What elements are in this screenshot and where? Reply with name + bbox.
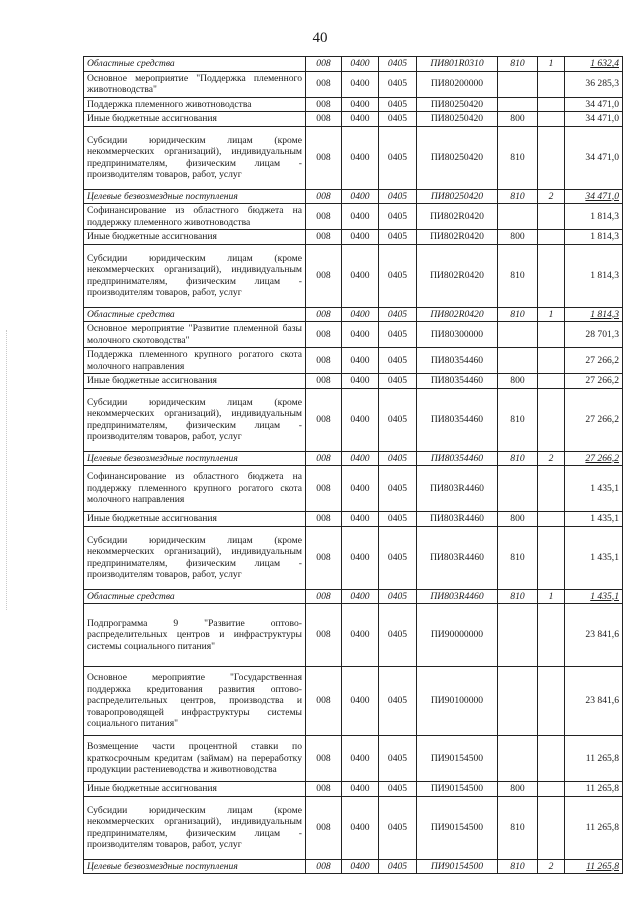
funding-source-code <box>538 244 565 307</box>
section-code: 0400 <box>342 71 379 97</box>
section-code: 0400 <box>342 466 379 512</box>
section-code: 0400 <box>342 604 379 667</box>
row-name: Субсидии юридическим лицам (кроме некоммерческих организаций), индивидуальным предпринимателям, физическим лицам - производителям товаров, работ, услуг <box>84 126 306 189</box>
admin-code: 008 <box>306 126 342 189</box>
section-code: 0400 <box>342 230 379 245</box>
row-name: Софинансирование из областного бюджета на поддержку племенного крупного рогатого скота молочного направления <box>84 466 306 512</box>
admin-code: 008 <box>306 307 342 322</box>
expense-type-code <box>498 667 538 736</box>
expense-type-code: 810 <box>498 589 538 604</box>
section-code: 0400 <box>342 307 379 322</box>
target-article-code: ПИ80250420 <box>417 126 498 189</box>
subsection-code: 0405 <box>379 782 417 797</box>
expense-type-code: 800 <box>498 112 538 127</box>
expense-type-code: 810 <box>498 189 538 204</box>
row-name: Субсидии юридическим лицам (кроме некоммерческих организаций), индивидуальным предпринимателям, физическим лицам - производителям товаров, работ, услуг <box>84 244 306 307</box>
section-code: 0400 <box>342 388 379 451</box>
target-article-code: ПИ80250420 <box>417 112 498 127</box>
subsection-code: 0405 <box>379 512 417 527</box>
row-name: Иные бюджетные ассигнования <box>84 230 306 245</box>
expense-type-code <box>498 736 538 782</box>
section-code: 0400 <box>342 736 379 782</box>
target-article-code: ПИ80250420 <box>417 189 498 204</box>
target-article-code: ПИ90154500 <box>417 796 498 859</box>
amount: 34 471,0 <box>565 126 623 189</box>
funding-source-code <box>538 782 565 797</box>
section-code: 0400 <box>342 667 379 736</box>
admin-code: 008 <box>306 71 342 97</box>
admin-code: 008 <box>306 512 342 527</box>
amount: 27 266,2 <box>565 451 623 466</box>
target-article-code: ПИ802R0420 <box>417 244 498 307</box>
expense-type-code: 810 <box>498 307 538 322</box>
table-row <box>84 782 623 797</box>
expense-type-code: 800 <box>498 512 538 527</box>
section-code: 0400 <box>342 374 379 389</box>
subsection-code: 0405 <box>379 126 417 189</box>
funding-source-code <box>538 526 565 589</box>
admin-code: 008 <box>306 204 342 230</box>
subsection-code: 0405 <box>379 97 417 112</box>
subsection-code: 0405 <box>379 388 417 451</box>
funding-source-code <box>538 388 565 451</box>
amount: 1 632,4 <box>565 57 623 72</box>
amount: 28 701,3 <box>565 322 623 348</box>
budget-table <box>83 56 623 874</box>
target-article-code: ПИ90154500 <box>417 859 498 874</box>
section-code: 0400 <box>342 57 379 72</box>
funding-source-code <box>538 204 565 230</box>
target-article-code: ПИ801R0310 <box>417 57 498 72</box>
section-code: 0400 <box>342 589 379 604</box>
subsection-code: 0405 <box>379 57 417 72</box>
amount: 1 435,1 <box>565 512 623 527</box>
expense-type-code <box>498 322 538 348</box>
row-name: Иные бюджетные ассигнования <box>84 112 306 127</box>
funding-source-code: 2 <box>538 859 565 874</box>
table-row <box>84 512 623 527</box>
admin-code: 008 <box>306 782 342 797</box>
table-row <box>84 589 623 604</box>
expense-type-code: 810 <box>498 451 538 466</box>
funding-source-code <box>538 512 565 527</box>
target-article-code: ПИ803R4460 <box>417 512 498 527</box>
row-name: Областные средства <box>84 589 306 604</box>
table-row <box>84 348 623 374</box>
target-article-code: ПИ803R4460 <box>417 589 498 604</box>
row-name: Поддержка племенного животноводства <box>84 97 306 112</box>
section-code: 0400 <box>342 97 379 112</box>
funding-source-code <box>538 322 565 348</box>
row-name: Областные средства <box>84 57 306 72</box>
subsection-code: 0405 <box>379 466 417 512</box>
section-code: 0400 <box>342 451 379 466</box>
admin-code: 008 <box>306 589 342 604</box>
table-row <box>84 374 623 389</box>
row-name: Целевые безвозмездные поступления <box>84 859 306 874</box>
amount: 11 265,8 <box>565 736 623 782</box>
funding-source-code: 2 <box>538 189 565 204</box>
funding-source-code <box>538 126 565 189</box>
subsection-code: 0405 <box>379 204 417 230</box>
amount: 27 266,2 <box>565 348 623 374</box>
expense-type-code: 810 <box>498 126 538 189</box>
row-name: Областные средства <box>84 307 306 322</box>
section-code: 0400 <box>342 512 379 527</box>
funding-source-code <box>538 374 565 389</box>
subsection-code: 0405 <box>379 71 417 97</box>
subsection-code: 0405 <box>379 589 417 604</box>
table-row <box>84 667 623 736</box>
subsection-code: 0405 <box>379 112 417 127</box>
funding-source-code <box>538 112 565 127</box>
admin-code: 008 <box>306 604 342 667</box>
funding-source-code <box>538 796 565 859</box>
amount: 1 435,1 <box>565 466 623 512</box>
admin-code: 008 <box>306 97 342 112</box>
subsection-code: 0405 <box>379 526 417 589</box>
admin-code: 008 <box>306 112 342 127</box>
admin-code: 008 <box>306 451 342 466</box>
section-code: 0400 <box>342 204 379 230</box>
table-row <box>84 526 623 589</box>
amount: 23 841,6 <box>565 667 623 736</box>
funding-source-code <box>538 71 565 97</box>
admin-code: 008 <box>306 244 342 307</box>
expense-type-code: 800 <box>498 782 538 797</box>
section-code: 0400 <box>342 322 379 348</box>
page-number: 40 <box>312 30 328 46</box>
admin-code: 008 <box>306 736 342 782</box>
amount: 1 814,3 <box>565 244 623 307</box>
target-article-code: ПИ80200000 <box>417 71 498 97</box>
row-name: Субсидии юридическим лицам (кроме некоммерческих организаций), индивидуальным предпринимателям, физическим лицам - производителям товаров, работ, услуг <box>84 796 306 859</box>
subsection-code: 0405 <box>379 348 417 374</box>
admin-code: 008 <box>306 374 342 389</box>
target-article-code: ПИ802R0420 <box>417 307 498 322</box>
table-row <box>84 57 623 72</box>
target-article-code: ПИ802R0420 <box>417 230 498 245</box>
table-row <box>84 244 623 307</box>
admin-code: 008 <box>306 322 342 348</box>
admin-code: 008 <box>306 57 342 72</box>
amount: 11 265,8 <box>565 782 623 797</box>
section-code: 0400 <box>342 859 379 874</box>
amount: 11 265,8 <box>565 796 623 859</box>
table-row <box>84 604 623 667</box>
expense-type-code: 800 <box>498 374 538 389</box>
table-row <box>84 451 623 466</box>
table-row <box>84 859 623 874</box>
row-name: Поддержка племенного крупного рогатого скота молочного направления <box>84 348 306 374</box>
subsection-code: 0405 <box>379 451 417 466</box>
expense-type-code <box>498 71 538 97</box>
table-row <box>84 126 623 189</box>
admin-code: 008 <box>306 189 342 204</box>
target-article-code: ПИ90000000 <box>417 604 498 667</box>
target-article-code: ПИ803R4460 <box>417 466 498 512</box>
funding-source-code <box>538 604 565 667</box>
admin-code: 008 <box>306 859 342 874</box>
row-name: Субсидии юридическим лицам (кроме некоммерческих организаций), индивидуальным предпринимателям, физическим лицам - производителям товаров, работ, услуг <box>84 526 306 589</box>
amount: 1 435,1 <box>565 526 623 589</box>
section-code: 0400 <box>342 348 379 374</box>
amount: 34 471,0 <box>565 112 623 127</box>
expense-type-code: 810 <box>498 244 538 307</box>
section-code: 0400 <box>342 112 379 127</box>
row-name: Подпрограмма 9 "Развитие оптово-распределительных центров и инфраструктуры системы социального питания" <box>84 604 306 667</box>
admin-code: 008 <box>306 230 342 245</box>
row-name: Софинансирование из областного бюджета на поддержку племенного животноводства <box>84 204 306 230</box>
amount: 1 435,1 <box>565 589 623 604</box>
target-article-code: ПИ90154500 <box>417 782 498 797</box>
row-name: Иные бюджетные ассигнования <box>84 512 306 527</box>
expense-type-code: 810 <box>498 57 538 72</box>
expense-type-code <box>498 604 538 667</box>
target-article-code: ПИ80250420 <box>417 97 498 112</box>
target-article-code: ПИ90100000 <box>417 667 498 736</box>
expense-type-code: 810 <box>498 796 538 859</box>
table-row <box>84 796 623 859</box>
subsection-code: 0405 <box>379 307 417 322</box>
expense-type-code: 810 <box>498 526 538 589</box>
target-article-code: ПИ80300000 <box>417 322 498 348</box>
subsection-code: 0405 <box>379 322 417 348</box>
subsection-code: 0405 <box>379 667 417 736</box>
amount: 36 285,3 <box>565 71 623 97</box>
table-row <box>84 736 623 782</box>
admin-code: 008 <box>306 388 342 451</box>
amount: 1 814,3 <box>565 230 623 245</box>
row-name: Основное мероприятие "Развитие племенной базы молочного скотоводства" <box>84 322 306 348</box>
amount: 11 265,8 <box>565 859 623 874</box>
subsection-code: 0405 <box>379 189 417 204</box>
target-article-code: ПИ80354460 <box>417 451 498 466</box>
admin-code: 008 <box>306 667 342 736</box>
table-row <box>84 71 623 97</box>
amount: 1 814,3 <box>565 204 623 230</box>
target-article-code: ПИ80354460 <box>417 348 498 374</box>
amount: 27 266,2 <box>565 374 623 389</box>
funding-source-code <box>538 348 565 374</box>
table-row <box>84 189 623 204</box>
target-article-code: ПИ803R4460 <box>417 526 498 589</box>
amount: 34 471,0 <box>565 189 623 204</box>
expense-type-code: 810 <box>498 859 538 874</box>
section-code: 0400 <box>342 796 379 859</box>
row-name: Иные бюджетные ассигнования <box>84 374 306 389</box>
target-article-code: ПИ80354460 <box>417 374 498 389</box>
expense-type-code <box>498 97 538 112</box>
table-row <box>84 204 623 230</box>
margin-binding-mark <box>6 330 8 610</box>
subsection-code: 0405 <box>379 859 417 874</box>
expense-type-code: 810 <box>498 388 538 451</box>
section-code: 0400 <box>342 126 379 189</box>
amount: 34 471,0 <box>565 97 623 112</box>
table-row <box>84 112 623 127</box>
funding-source-code: 1 <box>538 57 565 72</box>
funding-source-code <box>538 736 565 782</box>
funding-source-code: 2 <box>538 451 565 466</box>
section-code: 0400 <box>342 526 379 589</box>
amount: 1 814,3 <box>565 307 623 322</box>
expense-type-code: 800 <box>498 230 538 245</box>
funding-source-code <box>538 466 565 512</box>
row-name: Основное мероприятие "Поддержка племенного животноводства" <box>84 71 306 97</box>
funding-source-code: 1 <box>538 589 565 604</box>
admin-code: 008 <box>306 348 342 374</box>
subsection-code: 0405 <box>379 374 417 389</box>
funding-source-code <box>538 667 565 736</box>
subsection-code: 0405 <box>379 796 417 859</box>
expense-type-code <box>498 204 538 230</box>
expense-type-code <box>498 466 538 512</box>
subsection-code: 0405 <box>379 604 417 667</box>
expense-type-code <box>498 348 538 374</box>
table-row <box>84 466 623 512</box>
admin-code: 008 <box>306 796 342 859</box>
funding-source-code: 1 <box>538 307 565 322</box>
section-code: 0400 <box>342 782 379 797</box>
admin-code: 008 <box>306 466 342 512</box>
target-article-code: ПИ90154500 <box>417 736 498 782</box>
subsection-code: 0405 <box>379 736 417 782</box>
row-name: Целевые безвозмездные поступления <box>84 451 306 466</box>
funding-source-code <box>538 230 565 245</box>
amount: 27 266,2 <box>565 388 623 451</box>
table-row <box>84 307 623 322</box>
section-code: 0400 <box>342 189 379 204</box>
table-row <box>84 230 623 245</box>
table-row <box>84 322 623 348</box>
amount: 23 841,6 <box>565 604 623 667</box>
row-name: Иные бюджетные ассигнования <box>84 782 306 797</box>
section-code: 0400 <box>342 244 379 307</box>
row-name: Субсидии юридическим лицам (кроме некоммерческих организаций), индивидуальным предпринимателям, физическим лицам - производителям товаров, работ, услуг <box>84 388 306 451</box>
target-article-code: ПИ802R0420 <box>417 204 498 230</box>
target-article-code: ПИ80354460 <box>417 388 498 451</box>
table-row <box>84 388 623 451</box>
row-name: Целевые безвозмездные поступления <box>84 189 306 204</box>
table-row <box>84 97 623 112</box>
funding-source-code <box>538 97 565 112</box>
admin-code: 008 <box>306 526 342 589</box>
subsection-code: 0405 <box>379 244 417 307</box>
row-name: Возмещение части процентной ставки по краткосрочным кредитам (займам) на переработку продукции растениеводства и животноводства <box>84 736 306 782</box>
subsection-code: 0405 <box>379 230 417 245</box>
row-name: Основное мероприятие "Государственная поддержка кредитования развития оптово-распределительных центров, производства и товаропроводящей инфраструктуры системы социального питания" <box>84 667 306 736</box>
